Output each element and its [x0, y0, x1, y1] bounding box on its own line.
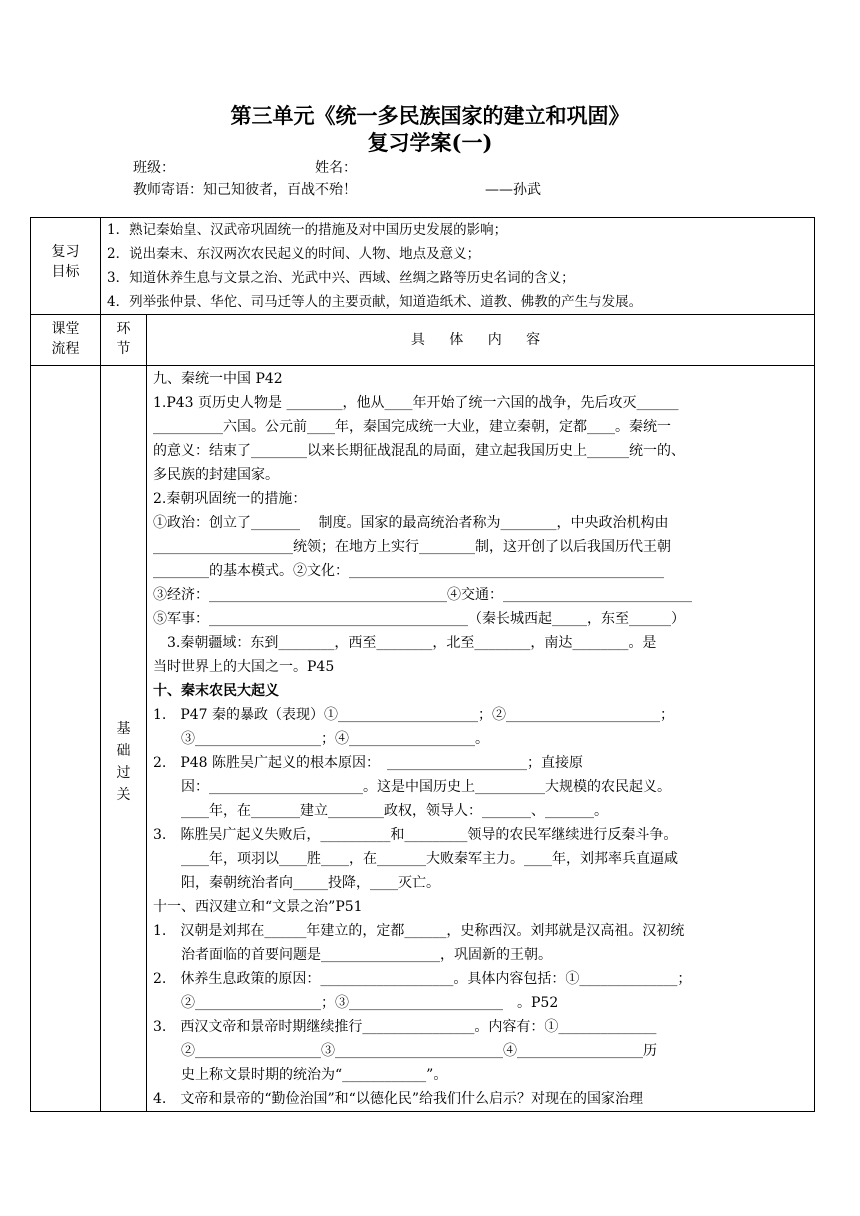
content-line: ③经济：__________________________________④交通：___________________________ — [153, 587, 692, 603]
content-line: ③__________________；④__________________。 — [153, 731, 489, 747]
content-line: 治者面临的首要问题是_________________，巩固新的王朝。 — [153, 947, 552, 963]
content-line: 3. 西汉文帝和景帝时期继续推行________________。内容有：①______________ — [153, 1019, 657, 1035]
content-line: 2. 休养生息政策的原因：___________________。具体内容包括：①______________； — [153, 971, 692, 987]
basics-label-cell — [101, 366, 147, 1112]
header-flow-2: 流程 — [51, 341, 80, 357]
content-line: 因：______________________。这是中国历史上__________大规模的农民起义。 — [153, 779, 671, 795]
header-row — [31, 315, 815, 366]
objectives-label-2: 目标 — [51, 264, 80, 280]
header-link-2: 节 — [116, 341, 131, 357]
content-line: ________的基本模式。②文化：_____________________________________________ — [153, 563, 664, 579]
section-heading: 十、秦末农民大起义 — [153, 683, 279, 699]
section-heading: 十一、西汉建立和“文景之治”P51 — [153, 899, 363, 915]
document-title: 第三单元《统一多民族国家的建立和巩固》 — [230, 103, 630, 128]
header-link-1: 环 — [116, 321, 131, 337]
content-line: 当时世界上的大国之一。P45 — [153, 659, 335, 675]
objective-item: 2．说出秦末、东汉两次农民起义的时间、人物、地点及意义； — [107, 246, 481, 262]
header-content-cell — [147, 315, 815, 366]
content-line: __________六国。公元前____年，秦国完成统一大业，建立秦朝，定都____。秦统一 — [153, 419, 671, 435]
content-line: 阳，秦朝统治者向_____投降，____灭亡。 — [153, 875, 440, 891]
section-heading: 九、秦统一中国 P42 — [153, 371, 283, 387]
basics-label-char: 过 — [116, 765, 131, 781]
content-line: ____年，在_______建立________政权，领导人：_______、_______。 — [153, 803, 608, 819]
content-line: ①政治：创立了_______ 制度。国家的最高统治者称为________，中央政治机构由 — [153, 515, 669, 531]
content-body — [147, 366, 814, 1111]
content-line: 2.秦朝巩固统一的措施： — [153, 491, 307, 507]
content-line: ②__________________；③______________________ 。P52 — [153, 995, 559, 1011]
document-subtitle: 复习学案(一) — [367, 130, 493, 155]
content-line: 2. P48 陈胜吴广起义的根本原因： ____________________；直接原 — [153, 755, 584, 771]
content-cell — [147, 366, 815, 1112]
flow-empty-cell — [31, 366, 101, 1112]
content-line: ②__________________③________________________④__________________历 — [153, 1043, 657, 1059]
content-line: 1. P47 秦的暴政（表现）①____________________；②______________________； — [153, 707, 675, 723]
content-line: 多民族的封建国家。 — [153, 467, 279, 483]
content-line: 1. 汉朝是刘邦在______年建立的，定都______，史称西汉。刘邦就是汉高祖。汉初统 — [153, 923, 685, 939]
basics-label-char: 础 — [116, 743, 131, 759]
header-flow-1: 课堂 — [51, 321, 80, 337]
content-line: 3. 陈胜吴广起义失败后，__________和_________领导的农民军继续进行反秦斗争。 — [153, 827, 678, 843]
basics-label-char: 基 — [116, 721, 131, 737]
content-line: ⑤军事：_____________________________________（秦长城西起_____，东至______） — [153, 611, 685, 627]
class-label: 班级： — [133, 160, 175, 176]
content-line: 1.P43 页历史人物是 ________，他从____年开始了统一六国的战争，先后攻灭______ — [153, 395, 679, 411]
header-link-cell — [101, 315, 147, 366]
objective-item: 3．知道休养生息与文景之治、光武中兴、西域、丝绸之路等历史名词的含义； — [107, 270, 575, 286]
content-line: ____年，项羽以____胜____，在_______大败秦军主力。____年，刘邦率兵直逼咸 — [153, 851, 678, 867]
objectives-label-1: 复习 — [51, 244, 80, 260]
objective-item: 1．熟记秦始皇、汉武帝巩固统一的措施及对中国历史发展的影响； — [107, 222, 508, 238]
content-line: ____________________统领；在地方上实行________制，这开创了以后我国历代王朝 — [153, 539, 671, 555]
header-flow-cell — [31, 315, 101, 366]
basics-row — [31, 366, 815, 1112]
objectives-label-cell — [31, 218, 101, 315]
quote-author: ——孙武 — [485, 182, 541, 198]
content-line: 的意义：结束了________以来长期征战混乱的局面，建立起我国历史上______统一的、 — [153, 443, 685, 459]
objectives-row — [31, 218, 815, 315]
content-line: 史上称文景时期的统治为“____________”。 — [153, 1067, 448, 1083]
basics-label-char: 关 — [116, 787, 131, 803]
content-line: 3.秦朝疆域：东到________，西至________，北至________，南达________。是 — [153, 635, 657, 651]
content-line: 4. 文帝和景帝的“勤俭治国”和“以德化民”给我们什么启示？对现在的国家治理 — [153, 1091, 643, 1107]
objectives-cell — [101, 218, 815, 315]
name-label: 姓名： — [315, 160, 357, 176]
teacher-message: 教师寄语：知己知彼者，百战不殆！ — [133, 182, 357, 198]
objective-item: 4．列举张仲景、华佗、司马迁等人的主要贡献，知道造纸术、道教、佛教的产生与发展。 — [107, 294, 643, 310]
header-content: 具 体 内 容 — [410, 332, 551, 348]
study-plan-table — [30, 217, 815, 1112]
